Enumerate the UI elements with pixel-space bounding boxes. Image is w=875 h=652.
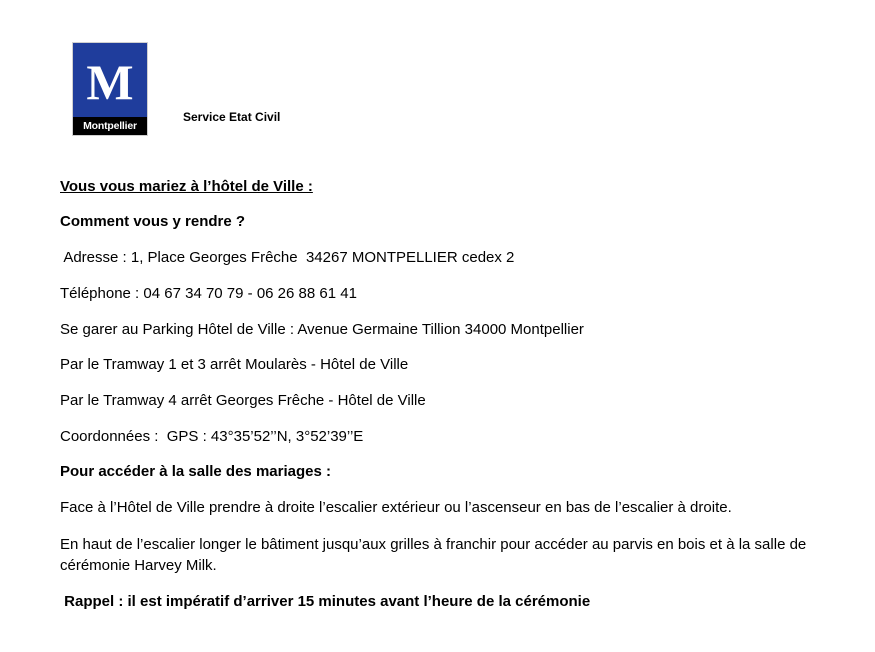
parking-line: Se garer au Parking Hôtel de Ville : Avenue Germaine Tillion 34000 Montpellier (60, 321, 584, 338)
logo-word: Montpellier (83, 120, 137, 132)
gps-coordinates-line: Coordonnées : GPS : 43°35’52’’N, 3°52’39’’E (60, 428, 364, 445)
phone-line: Téléphone : 04 67 34 70 79 - 06 26 88 61 41 (60, 285, 357, 302)
arrival-reminder: Rappel : il est impératif d’arriver 15 minutes avant l’heure de la cérémonie (60, 593, 591, 610)
tram-1-3-line: Par le Tramway 1 et 3 arrêt Moularès - Hôtel de Ville (60, 356, 409, 373)
address-line: Adresse : 1, Place Georges Frêche 34267 MONTPELLIER cedex 2 (60, 249, 515, 266)
hall-step-2: En haut de l’escalier longer le bâtiment jusqu’aux grilles à franchir pour accéder au parvis en bois et à la salle de cérémonie Harvey Milk. (60, 536, 807, 574)
logo-wordmark (73, 117, 147, 135)
logo-emblem (73, 43, 147, 117)
hall-step-1: Face à l’Hôtel de Ville prendre à droite l’escalier extérieur ou l’ascenseur en bas de l’escalier à droite. (60, 499, 732, 516)
logo-letter: M (86, 54, 134, 110)
tram-4-line: Par le Tramway 4 arrêt Georges Frêche - Hôtel de Ville (60, 392, 426, 409)
hall-access-heading: Pour accéder à la salle des mariages : (60, 463, 331, 480)
service-name: Service Etat Civil (183, 110, 281, 124)
montpellier-logo (72, 42, 148, 136)
page-title: Vous vous mariez à l’hôtel de Ville : (60, 178, 313, 195)
access-heading: Comment vous y rendre ? (60, 213, 246, 230)
